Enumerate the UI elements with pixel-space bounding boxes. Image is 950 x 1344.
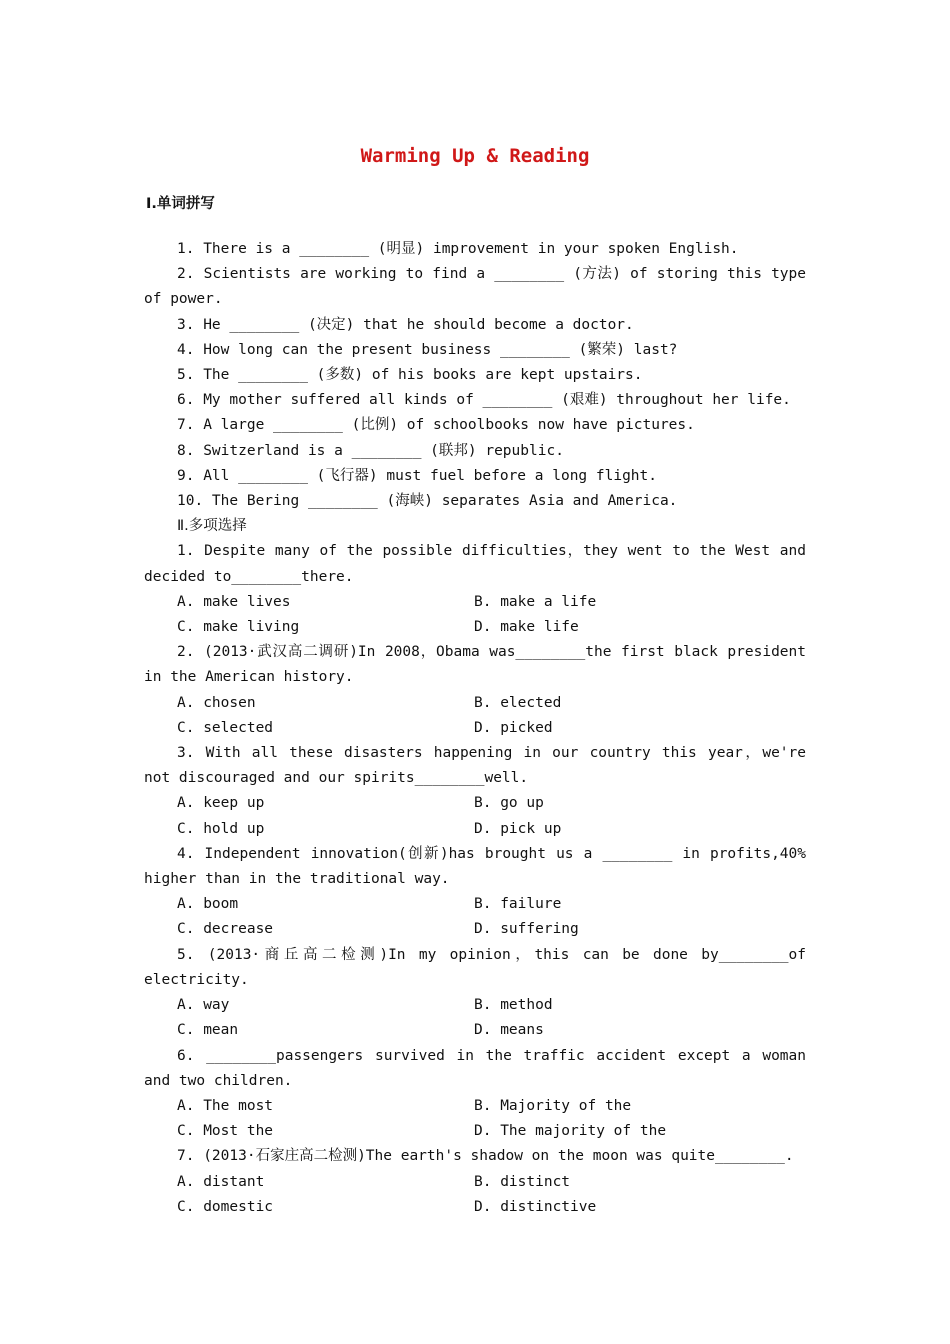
option-d: D. distinctive [474,1198,597,1215]
option-a: A. keep up [177,795,265,812]
spelling-item-2: 2. Scientists are working to find a ________ (方法) of storing this type of power. [144,266,806,308]
option-b: B. make a life [474,593,597,610]
spelling-item-7: 7. A large ________ (比例) of schoolbooks now have pictures. [177,417,695,434]
option-d: D. make life [474,619,579,636]
option-d: D. suffering [474,921,579,938]
option-a: A. The most [177,1097,274,1114]
spelling-item-1: 1. There is a ________ (明显) improvement in your spoken English. [177,241,739,257]
spelling-item-3: 3. He ________ (决定) that he should become a doctor. [177,316,634,333]
question-stem: 7. (2013·石家庄高二检测)The earth's shadow on the moon was quite________. [177,1148,794,1165]
option-d: D. The majority of the [474,1123,667,1140]
option-c: C. mean [177,1022,239,1039]
spelling-item-4: 4. How long can the present business ________ (繁荣) last? [177,341,678,358]
option-a: A. distant [177,1173,265,1190]
option-c: C. make living [177,619,300,636]
question-stem: 6. ________passengers survived in the traffic accident except a woman and two children. [144,1047,806,1089]
question-stem: 2. (2013·武汉高二调研)In 2008，Obama was________the first black president in the American history. [144,644,806,686]
option-d: D. picked [474,719,553,736]
option-a: A. way [177,997,230,1014]
spelling-item-10: 10. The Bering ________ (海峡) separates Asia and America. [177,493,678,510]
question-stem: 3. With all these disasters happening in our country this year，we're not discouraged and our spirits________well. [144,745,806,787]
mc-question-7 [144,1144,806,1220]
spelling-item-8: 8. Switzerland is a ________ (联邦) republic. [177,442,564,459]
option-b: B. go up [474,795,544,812]
option-c: C. hold up [177,820,265,837]
page-title: Warming Up & Reading [360,145,590,167]
mc-question-3 [144,741,806,842]
mc-question-4 [144,842,806,943]
spelling-item-9: 9. All ________ (飞行器) must fuel before a long flight. [177,467,657,484]
spelling-item-5: 5. The ________ (多数) of his books are kept upstairs. [177,367,643,384]
option-b: B. failure [474,896,562,913]
option-c: C. selected [177,719,274,736]
option-a: A. make lives [177,593,291,610]
option-d: D. pick up [474,820,562,837]
option-b: B. Majority of the [474,1097,632,1114]
mc-question-6 [144,1044,806,1145]
mc-question-5 [144,943,806,1044]
section-1-heading: Ⅰ.单词拼写 [146,196,215,212]
mc-question-1 [144,539,806,640]
option-b: B. distinct [474,1173,571,1190]
option-c: C. decrease [177,921,274,938]
multiple-choice-list [144,539,806,1219]
option-c: C. domestic [177,1198,274,1215]
option-a: A. boom [177,896,239,913]
option-b: B. elected [474,694,562,711]
question-stem: 1. Despite many of the possible difficulties，they went to the West and decided to________there. [144,543,806,585]
option-d: D. means [474,1022,544,1039]
option-b: B. method [474,997,553,1014]
question-stem: 5. (2013·商丘高二检测)In my opinion，this can be done by________of electricity. [144,946,806,988]
spelling-item-6: 6. My mother suffered all kinds of ________ (艰难) throughout her life. [177,392,791,409]
section-2-heading: Ⅱ.多项选择 [177,518,247,535]
worksheet-page [144,140,806,1220]
word-spelling-list [144,237,806,514]
question-stem: 4. Independent innovation(创新)has brought us a ________ in profits,40% higher than in the traditional way. [144,845,806,888]
option-a: A. chosen [177,694,256,711]
option-c: C. Most the [177,1123,274,1140]
mc-question-2 [144,640,806,741]
